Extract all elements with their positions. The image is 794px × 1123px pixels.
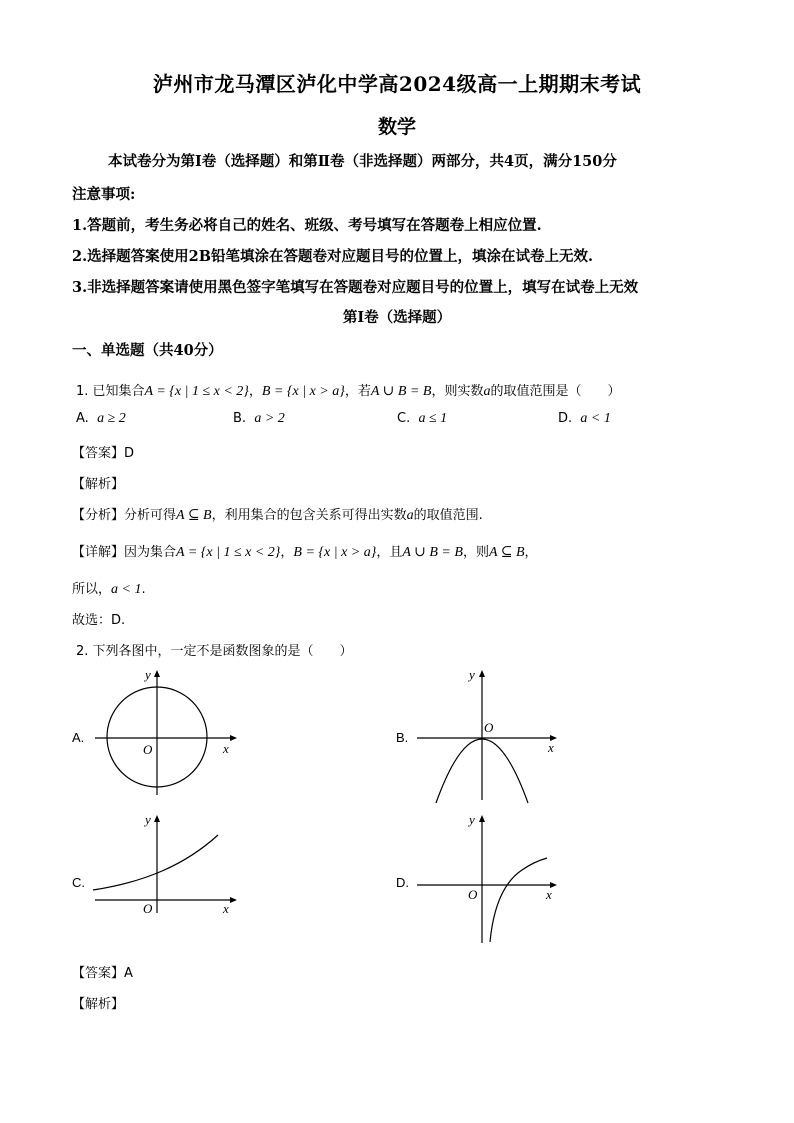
- y-label: y: [145, 667, 151, 682]
- q2-graph-a: [90, 665, 240, 800]
- exp-curve: [93, 835, 218, 890]
- q2-graph-d: [412, 810, 562, 945]
- q1-setB: B = {x | x > a}: [261, 384, 345, 399]
- q1-mid: ，若: [344, 384, 371, 399]
- q2-answer-tag: 【答案】: [72, 966, 125, 981]
- origin-label: O: [143, 742, 153, 757]
- q1-answer-tag: 【答案】: [72, 446, 125, 461]
- x-label: x: [546, 887, 552, 902]
- q1-option-d-expr: a < 1: [580, 411, 611, 426]
- q2-analysis-tag: 【解析】: [72, 997, 125, 1012]
- q1-answer-value: D: [124, 446, 135, 461]
- y-arrow-icon: [154, 670, 160, 677]
- y-arrow-icon: [154, 815, 160, 822]
- log-curve: [490, 858, 547, 942]
- q1-xiangjie-tag: 【详解】: [72, 545, 125, 560]
- x-label: x: [223, 741, 229, 756]
- q1-prefix: 1. 已知集合: [76, 384, 145, 399]
- q1-tail2: 的取值范围是（ ）: [490, 384, 621, 399]
- q1-fenxi-text-b: ，利用集合的包含关系可得出实数: [211, 508, 407, 523]
- q1-xj-text-d: ，则: [462, 545, 489, 560]
- q1-choose: 故选：D.: [72, 613, 126, 628]
- q1-fenxi-text-a: 分析可得: [124, 508, 177, 523]
- q1-so-text: 所以，: [72, 582, 112, 597]
- q1-conclusion: [72, 578, 146, 598]
- q1-xj-sub: A ⊆ B: [488, 545, 525, 560]
- exam-subject: 数学: [377, 116, 416, 138]
- q1-option-b: [233, 411, 285, 427]
- q1-var: a: [483, 384, 491, 399]
- x-arrow-icon: [230, 897, 237, 903]
- y-label: y: [469, 812, 475, 827]
- q2-option-c-label: C.: [72, 875, 85, 890]
- q1-fenxi: [72, 504, 483, 524]
- q1-xiangjie: [72, 541, 538, 561]
- q1-xj-cond: A ∪ B = B: [402, 545, 463, 560]
- origin-label: O: [484, 720, 494, 735]
- exam-intro: 本试卷分为第Ⅰ卷（选择题）和第Ⅱ卷（非选择题）两部分，共4页，满分150分: [108, 153, 617, 170]
- q1-fenxi-tag: 【分析】: [72, 508, 125, 523]
- y-label: y: [469, 667, 475, 682]
- q1-xj-text-b: ，: [280, 545, 294, 560]
- section1-title: 一、单选题（共40分）: [72, 342, 223, 359]
- q1-option-c-expr: a ≤ 1: [418, 411, 448, 426]
- q1-cond: A ∪ B = B: [370, 384, 432, 399]
- q2-option-b-label: B.: [396, 730, 409, 745]
- y-arrow-icon: [479, 670, 485, 677]
- q2-option-a-label: A.: [72, 730, 85, 745]
- q1-xj-setB: B = {x | x > a}: [293, 545, 377, 560]
- q1-stem: [76, 380, 620, 400]
- q1-xj-text-c: ，且: [376, 545, 403, 560]
- y-arrow-icon: [479, 815, 485, 822]
- q2-graph-b: [412, 665, 562, 805]
- q2-answer-value: A: [124, 966, 133, 981]
- origin-label: O: [143, 901, 153, 915]
- q1-option-c-label: C.: [397, 411, 411, 426]
- q1-option-a-label: A.: [76, 411, 89, 426]
- q1-option-a: [76, 411, 126, 427]
- q1-xj-text-e: ，: [524, 545, 538, 560]
- x-label: x: [548, 740, 554, 755]
- q1-option-b-expr: a > 2: [254, 411, 285, 426]
- q1-fenxi-text-c: 的取值范围.: [413, 508, 483, 523]
- notes-item-3: 3.非选择题答案请使用黑色签字笔填写在答题卷对应题目号的位置上，填写在试卷上无效: [72, 279, 639, 296]
- notes-item-1: 1.答题前，考生务必将自己的姓名、班级、考号填写在答题卷上相应位置.: [72, 217, 542, 234]
- q1-tail: ，则实数: [431, 384, 484, 399]
- q2-answer: [72, 962, 133, 981]
- q2-stem: 2. 下列各图中，一定不是函数图象的是（ ）: [76, 644, 353, 659]
- q1-option-d: [558, 411, 611, 427]
- q1-so-math: a < 1: [111, 582, 142, 597]
- exam-title: 泸州市龙马潭区泸化中学高2024级高一上期期末考试: [152, 72, 642, 96]
- q1-analysis-tag: 【解析】: [72, 477, 125, 492]
- x-arrow-icon: [230, 735, 237, 741]
- q2-graph-c: [90, 810, 240, 915]
- q1-xj-setA: A = {x | 1 ≤ x < 2}: [176, 545, 281, 560]
- q1-answer: [72, 442, 134, 461]
- q1-fenxi-var: a: [406, 508, 414, 523]
- q1-fenxi-math: A ⊆ B: [176, 508, 212, 523]
- q1-so-end: .: [141, 582, 146, 597]
- notes-item-2: 2.选择题答案使用2B铅笔填涂在答题卷对应题目号的位置上，填涂在试卷上无效.: [72, 248, 594, 265]
- part1-title: 第Ⅰ卷（选择题）: [342, 309, 452, 326]
- notes-heading: 注意事项:: [72, 186, 136, 203]
- origin-label: O: [468, 887, 478, 902]
- q1-option-c: [397, 411, 447, 427]
- q2-option-d-label: D.: [396, 875, 409, 890]
- q1-option-b-label: B.: [233, 411, 247, 426]
- q1-setA: A = {x | 1 ≤ x < 2}: [144, 384, 249, 399]
- x-label: x: [223, 901, 229, 915]
- q1-comma: ，: [248, 384, 262, 399]
- q1-xj-text-a: 因为集合: [124, 545, 177, 560]
- q1-option-a-expr: a ≥ 2: [97, 411, 126, 426]
- y-label: y: [145, 812, 151, 827]
- q1-option-d-label: D.: [558, 411, 573, 426]
